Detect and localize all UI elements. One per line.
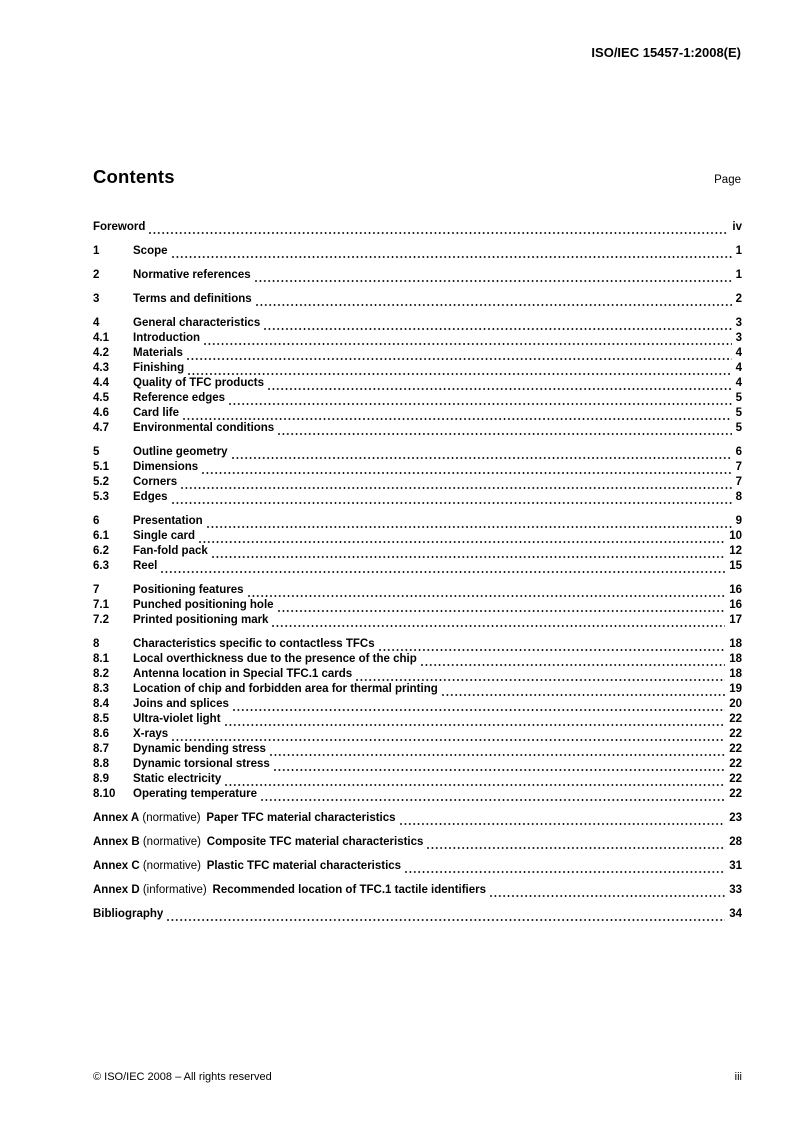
toc-entry-page: 22: [729, 728, 742, 740]
toc-entry[interactable]: [93, 391, 742, 406]
toc-entry-number: 8.10: [93, 788, 116, 800]
dot-leader: [421, 664, 725, 666]
toc-entry-number: 8.2: [93, 668, 109, 680]
toc-entry-title: Reel: [133, 560, 158, 572]
toc-entry[interactable]: [93, 475, 742, 490]
toc-entry-number: 2: [93, 269, 100, 281]
toc-entry[interactable]: [93, 346, 742, 361]
toc-entry-title: Terms and definitions: [133, 293, 252, 305]
annex-qualifier: (normative): [139, 812, 207, 824]
toc-entry[interactable]: [93, 652, 742, 667]
toc-entry-page: 22: [729, 713, 742, 725]
dot-leader: [181, 487, 731, 489]
toc-group: [93, 835, 742, 850]
toc-entry-title: Corners: [133, 476, 178, 488]
toc-entry-number: 1: [93, 245, 100, 257]
toc-entry-page: 15: [729, 560, 742, 572]
dot-leader: [167, 919, 725, 921]
toc-entry-page: 33: [729, 884, 742, 896]
toc-entry-page: 5: [735, 422, 742, 434]
table-of-contents: [93, 220, 742, 931]
dot-leader: [356, 679, 725, 681]
toc-group: [93, 316, 742, 436]
toc-entry-page: 34: [729, 908, 742, 920]
dot-leader: [187, 358, 732, 360]
toc-entry-page: 18: [729, 668, 742, 680]
toc-entry-title: Outline geometry: [133, 446, 228, 458]
toc-entry-page: 18: [729, 653, 742, 665]
toc-entry-page: 4: [735, 347, 742, 359]
toc-entry-page: 22: [729, 743, 742, 755]
toc-group: [93, 514, 742, 574]
toc-entry[interactable]: [93, 859, 742, 874]
dot-leader: [490, 895, 725, 897]
toc-entry-title: Punched positioning hole: [133, 599, 274, 611]
toc-entry[interactable]: [93, 220, 742, 235]
toc-entry-title: Antenna location in Special TFC.1 cards: [133, 668, 353, 680]
toc-entry-page: 23: [729, 812, 742, 824]
dot-leader: [149, 232, 728, 234]
toc-entry-title: Printed positioning mark: [133, 614, 269, 626]
toc-entry-page: 5: [735, 407, 742, 419]
toc-group: [93, 244, 742, 259]
toc-entry-number: 8.7: [93, 743, 109, 755]
toc-entry[interactable]: [93, 514, 742, 529]
toc-entry-number: 5.2: [93, 476, 109, 488]
toc-entry-page: iv: [732, 221, 742, 233]
annex-title: Recommended location of TFC.1 tactile identifiers: [212, 884, 487, 896]
dot-leader: [270, 754, 725, 756]
dot-leader: [255, 280, 732, 282]
toc-entry-title: [93, 883, 486, 898]
toc-entry[interactable]: [93, 244, 742, 259]
toc-entry-page: 1: [735, 269, 742, 281]
toc-entry-page: 19: [729, 683, 742, 695]
toc-entry-title: Reference edges: [133, 392, 226, 404]
dot-leader: [207, 526, 732, 528]
toc-entry-page: 8: [735, 491, 742, 503]
toc-entry[interactable]: [93, 613, 742, 628]
annex-title: Paper TFC material characteristics: [206, 812, 396, 824]
toc-entry-number: 6.1: [93, 530, 109, 542]
dot-leader: [256, 304, 732, 306]
toc-entry-page: 28: [729, 836, 742, 848]
toc-entry-title: Card life: [133, 407, 180, 419]
toc-entry[interactable]: [93, 361, 742, 376]
toc-entry-page: 20: [729, 698, 742, 710]
toc-group: [93, 811, 742, 826]
toc-entry[interactable]: [93, 406, 742, 421]
toc-entry-title: Finishing: [133, 362, 185, 374]
toc-entry-title: Foreword: [93, 221, 146, 233]
document-reference: ISO/IEC 15457-1:2008(E): [591, 45, 741, 60]
toc-entry-number: 4.5: [93, 392, 109, 404]
toc-group: [93, 268, 742, 283]
toc-entry-title: Edges: [133, 491, 168, 503]
toc-entry-number: 5.1: [93, 461, 109, 473]
toc-entry-title: Introduction: [133, 332, 201, 344]
toc-entry[interactable]: [93, 421, 742, 436]
toc-entry-page: 10: [729, 530, 742, 542]
dot-leader: [278, 433, 731, 435]
toc-entry-number: 4.4: [93, 377, 109, 389]
annex-label: Annex B: [93, 836, 140, 848]
dot-leader: [442, 694, 725, 696]
toc-entry-number: 8.4: [93, 698, 109, 710]
toc-entry[interactable]: [93, 559, 742, 574]
toc-entry-title: Location of chip and forbidden area for thermal printing: [133, 683, 438, 695]
annex-qualifier: (normative): [139, 836, 207, 848]
contents-title: Contents: [93, 166, 175, 187]
dot-leader: [272, 625, 725, 627]
toc-entry-page: 3: [735, 332, 742, 344]
dot-leader: [225, 784, 725, 786]
toc-entry-number: 8.5: [93, 713, 109, 725]
toc-entry[interactable]: [93, 907, 742, 922]
toc-entry-title: Positioning features: [133, 584, 244, 596]
toc-entry[interactable]: [93, 583, 742, 598]
toc-entry[interactable]: [93, 292, 742, 307]
toc-entry[interactable]: [93, 712, 742, 727]
toc-entry-number: 4: [93, 317, 100, 329]
toc-entry[interactable]: [93, 787, 742, 802]
toc-entry-page: 1: [735, 245, 742, 257]
toc-entry-number: 7.1: [93, 599, 109, 611]
toc-entry-title: Dimensions: [133, 461, 199, 473]
toc-entry[interactable]: [93, 727, 742, 742]
toc-entry[interactable]: [93, 445, 742, 460]
annex-label: Annex A: [93, 812, 140, 824]
toc-entry[interactable]: [93, 682, 742, 697]
annex-label: Annex C: [93, 860, 140, 872]
toc-entry[interactable]: [93, 331, 742, 346]
dot-leader: [172, 256, 732, 258]
annex-qualifier: (informative): [139, 884, 213, 896]
toc-entry-page: 4: [735, 362, 742, 374]
toc-entry-number: 4.1: [93, 332, 109, 344]
toc-entry-page: 7: [735, 461, 742, 473]
dot-leader: [264, 328, 731, 330]
dot-leader: [202, 472, 731, 474]
dot-leader: [199, 541, 725, 543]
annex-title: Plastic TFC material characteristics: [206, 860, 402, 872]
toc-entry-title: Scope: [133, 245, 168, 257]
toc-entry-title: Joins and splices: [133, 698, 229, 710]
contents-header: [93, 166, 741, 188]
annex-label: Annex D: [93, 884, 140, 896]
toc-entry-page: 6: [735, 446, 742, 458]
toc-group: [93, 883, 742, 898]
toc-entry-title: Fan-fold pack: [133, 545, 208, 557]
toc-entry-page: 22: [729, 758, 742, 770]
toc-group: [93, 637, 742, 802]
dot-leader: [278, 610, 726, 612]
toc-entry[interactable]: [93, 316, 742, 331]
toc-entry[interactable]: [93, 811, 742, 826]
dot-leader: [172, 739, 725, 741]
toc-entry-number: 5: [93, 446, 100, 458]
toc-entry[interactable]: [93, 529, 742, 544]
toc-entry-number: 8.8: [93, 758, 109, 770]
dot-leader: [212, 556, 725, 558]
dot-leader: [427, 847, 725, 849]
toc-entry-number: 4.3: [93, 362, 109, 374]
toc-entry-page: 7: [735, 476, 742, 488]
toc-entry-number: 6.3: [93, 560, 109, 572]
toc-entry-title: Dynamic torsional stress: [133, 758, 270, 770]
dot-leader: [400, 823, 726, 825]
toc-entry-number: 7.2: [93, 614, 109, 626]
toc-entry[interactable]: [93, 268, 742, 283]
dot-leader: [261, 799, 725, 801]
toc-entry-number: 4.2: [93, 347, 109, 359]
dot-leader: [405, 871, 725, 873]
toc-entry-page: 4: [735, 377, 742, 389]
toc-group: [93, 445, 742, 505]
toc-entry-page: 2: [735, 293, 742, 305]
toc-entry-title: Dynamic bending stress: [133, 743, 266, 755]
dot-leader: [232, 457, 732, 459]
toc-entry-title: Ultra-violet light: [133, 713, 221, 725]
toc-group: [93, 907, 742, 922]
dot-leader: [204, 343, 732, 345]
toc-entry-page: 16: [729, 599, 742, 611]
toc-entry-number: 4.7: [93, 422, 109, 434]
toc-entry-page: 16: [729, 584, 742, 596]
toc-entry-page: 9: [735, 515, 742, 527]
toc-entry-title: [93, 835, 423, 850]
toc-entry[interactable]: [93, 697, 742, 712]
dot-leader: [268, 388, 732, 390]
toc-entry-title: Quality of TFC products: [133, 377, 264, 389]
toc-group: [93, 583, 742, 628]
toc-entry[interactable]: [93, 598, 742, 613]
toc-entry-number: 8.6: [93, 728, 109, 740]
toc-entry-number: 3: [93, 293, 100, 305]
dot-leader: [161, 571, 725, 573]
toc-entry[interactable]: [93, 757, 742, 772]
toc-group: [93, 292, 742, 307]
toc-group: [93, 220, 742, 235]
toc-entry-title: Local overthickness due to the presence of the chip: [133, 653, 417, 665]
toc-entry-title: Characteristics specific to contactless TFCs: [133, 638, 375, 650]
toc-entry[interactable]: [93, 667, 742, 682]
toc-entry[interactable]: [93, 835, 742, 850]
toc-entry-number: 6: [93, 515, 100, 527]
toc-entry-page: 22: [729, 773, 742, 785]
toc-entry-number: 7: [93, 584, 100, 596]
toc-entry-page: 3: [735, 317, 742, 329]
toc-entry-page: 17: [729, 614, 742, 626]
toc-entry[interactable]: [93, 742, 742, 757]
toc-entry[interactable]: [93, 376, 742, 391]
dot-leader: [274, 769, 725, 771]
toc-entry-page: 12: [729, 545, 742, 557]
toc-group: [93, 859, 742, 874]
toc-entry-title: [93, 811, 396, 826]
annex-qualifier: (normative): [139, 860, 207, 872]
toc-entry-title: Presentation: [133, 515, 203, 527]
toc-entry[interactable]: [93, 637, 742, 652]
toc-entry-number: 8.3: [93, 683, 109, 695]
toc-entry-page: 31: [729, 860, 742, 872]
toc-entry-title: General characteristics: [133, 317, 261, 329]
copyright-notice: © ISO/IEC 2008 – All rights reserved: [93, 1071, 272, 1083]
toc-entry-title: Environmental conditions: [133, 422, 275, 434]
toc-entry-number: 4.6: [93, 407, 109, 419]
toc-entry-title: X-rays: [133, 728, 169, 740]
toc-entry-title: Normative references: [133, 269, 251, 281]
page-header: [93, 45, 741, 60]
dot-leader: [183, 418, 732, 420]
dot-leader: [248, 595, 726, 597]
toc-entry-title: Materials: [133, 347, 183, 359]
toc-entry-title: Static electricity: [133, 773, 222, 785]
toc-entry-title: [93, 859, 401, 874]
toc-entry[interactable]: [93, 772, 742, 787]
toc-entry[interactable]: [93, 460, 742, 475]
annex-title: Composite TFC material characteristics: [206, 836, 424, 848]
toc-entry-page: 18: [729, 638, 742, 650]
page-footer: [93, 1071, 742, 1083]
folio-page-number: iii: [734, 1071, 742, 1083]
toc-entry-page: 5: [735, 392, 742, 404]
toc-entry[interactable]: [93, 883, 742, 898]
dot-leader: [172, 502, 732, 504]
toc-entry-number: 5.3: [93, 491, 109, 503]
toc-entry-title: Bibliography: [93, 908, 164, 920]
toc-entry-number: 8.1: [93, 653, 109, 665]
dot-leader: [379, 649, 726, 651]
dot-leader: [233, 709, 725, 711]
toc-entry-number: 8.9: [93, 773, 109, 785]
toc-entry-title: Operating temperature: [133, 788, 257, 800]
toc-entry-page: 22: [729, 788, 742, 800]
toc-entry-title: Single card: [133, 530, 195, 542]
page-column-label: Page: [714, 174, 741, 186]
dot-leader: [188, 373, 731, 375]
toc-entry-number: 6.2: [93, 545, 109, 557]
toc-entry-number: 8: [93, 638, 100, 650]
dot-leader: [225, 724, 726, 726]
toc-entry[interactable]: [93, 544, 742, 559]
toc-entry[interactable]: [93, 490, 742, 505]
dot-leader: [229, 403, 732, 405]
